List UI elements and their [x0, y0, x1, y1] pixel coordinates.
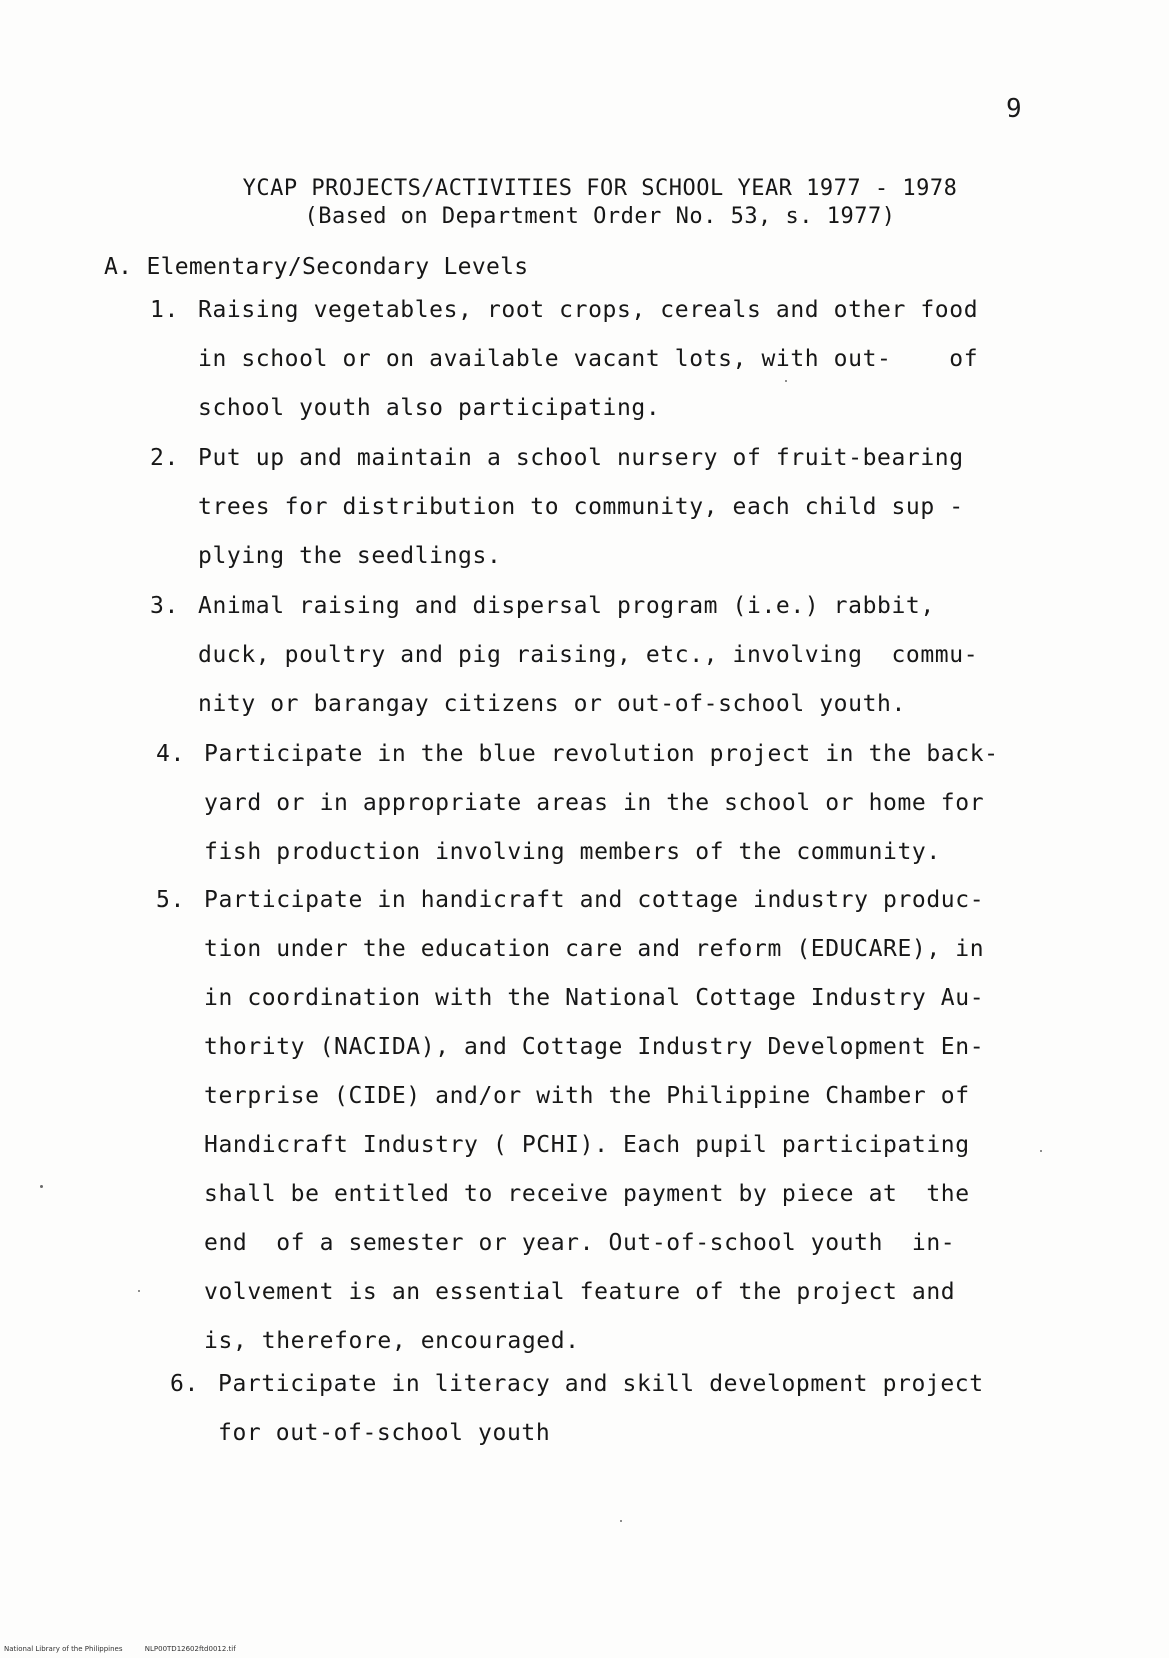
- list-item-text: [198, 582, 1080, 729]
- list-item-number: 5.: [156, 887, 185, 913]
- text-line: in coordination with the National Cottage Industry Au-: [204, 985, 985, 1011]
- text-line: Participate in literacy and skill development project: [218, 1371, 984, 1397]
- text-line: Put up and maintain a school nursery of fruit-bearing: [198, 445, 964, 471]
- text-line: end of a semester or year. Out-of-school youth in-: [204, 1230, 956, 1256]
- text-line: for out-of-school youth: [218, 1420, 551, 1446]
- list-item: [150, 434, 1080, 581]
- list-item-number: 6.: [170, 1371, 199, 1397]
- text-line: Animal raising and dispersal program (i.e.) rabbit,: [198, 593, 935, 619]
- text-line: tion under the education care and reform (EDUCARE), in: [204, 936, 985, 962]
- text-line: in school or on available vacant lots, with out- of: [198, 346, 979, 372]
- text-line: Participate in handicraft and cottage industry produc-: [204, 887, 985, 913]
- scan-footer: [4, 1645, 236, 1653]
- scan-speck: [785, 380, 787, 382]
- list-item-text: [198, 434, 1080, 581]
- footer-source: National Library of the Philippines: [4, 1645, 123, 1653]
- list-item: [150, 582, 1080, 729]
- list-item-text: [218, 1360, 1100, 1458]
- scan-speck: [138, 1290, 140, 1292]
- section-heading: A. Elementary/Secondary Levels: [104, 254, 529, 280]
- text-line: trees for distribution to community, each child sup -: [198, 494, 964, 520]
- page-number: 9: [1006, 94, 1022, 124]
- list-item: [150, 286, 1080, 433]
- text-line: is, therefore, encouraged.: [204, 1328, 580, 1354]
- text-line: nity or barangay citizens or out-of-school youth.: [198, 691, 906, 717]
- document-title: YCAP PROJECTS/ACTIVITIES FOR SCHOOL YEAR 1977 - 1978: [242, 176, 958, 201]
- list-item-text: [204, 876, 1086, 1366]
- text-line: fish production involving members of the community.: [204, 839, 941, 865]
- text-line: shall be entitled to receive payment by piece at the: [204, 1181, 970, 1207]
- scan-speck: [1040, 1150, 1042, 1152]
- text-line: Handicraft Industry ( PCHI). Each pupil participating: [204, 1132, 970, 1158]
- list-item-text: [204, 730, 1086, 877]
- document-subtitle: (Based on Department Order No. 53, s. 1977): [304, 204, 896, 229]
- list-item-text: [198, 286, 1080, 433]
- text-line: duck, poultry and pig raising, etc., involving commu-: [198, 642, 979, 668]
- scan-speck: [620, 1520, 622, 1522]
- text-line: yard or in appropriate areas in the school or home for: [204, 790, 985, 816]
- list-item: [170, 1360, 1100, 1458]
- list-item-number: 4.: [156, 741, 185, 767]
- text-line: terprise (CIDE) and/or with the Philippine Chamber of: [204, 1083, 970, 1109]
- list-item-number: 2.: [150, 445, 179, 471]
- text-line: Raising vegetables, root crops, cereals and other food: [198, 297, 979, 323]
- footer-file: NLP00TD12602ftd0012.tif: [144, 1645, 236, 1653]
- text-line: Participate in the blue revolution project in the back-: [204, 741, 999, 767]
- text-line: thority (NACIDA), and Cottage Industry Development En-: [204, 1034, 985, 1060]
- text-line: school youth also participating.: [198, 395, 661, 421]
- list-item-number: 3.: [150, 593, 179, 619]
- list-item: [156, 876, 1086, 1366]
- text-line: plying the seedlings.: [198, 543, 502, 569]
- scan-speck: [40, 1185, 43, 1188]
- list-item: [156, 730, 1086, 877]
- list-item-number: 1.: [150, 297, 179, 323]
- text-line: volvement is an essential feature of the project and: [204, 1279, 956, 1305]
